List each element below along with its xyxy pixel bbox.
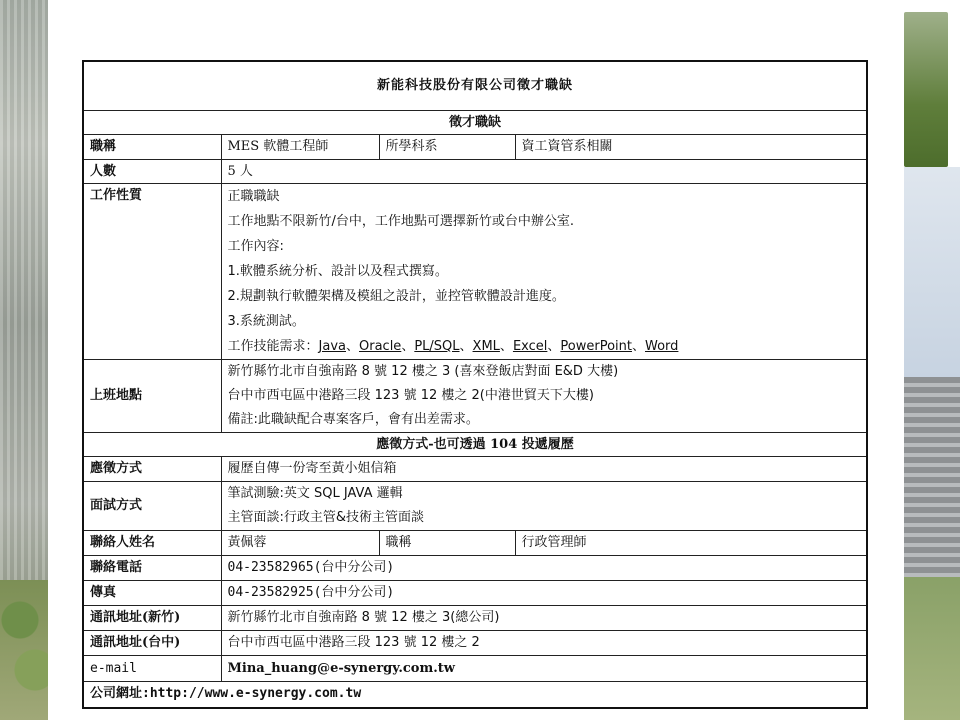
- interview-line: 主管面談:行政主管&技術主管面談: [227, 510, 425, 525]
- row-address-taichung: [83, 631, 867, 656]
- row-website: [83, 682, 867, 708]
- contact-name-value: 黃佩蓉: [221, 531, 379, 556]
- address-hsinchu-value: 新竹縣竹北市自強南路 8 號 12 樓之 3(總公司): [221, 606, 867, 631]
- job-nature-line: 工作地點不限新竹/台中，工作地點可選擇新竹或台中辦公室.: [227, 214, 575, 229]
- row-headcount: [83, 160, 867, 184]
- address-taichung-value: 台中市西屯區中港路三段 123 號 12 樓之 2: [221, 631, 867, 656]
- address-taichung-label: 通訊地址(台中): [83, 631, 221, 656]
- row-contact: [83, 531, 867, 556]
- row-job-nature: [83, 184, 867, 360]
- location-label: 上班地點: [83, 360, 221, 433]
- contact-title-value: 行政管理師: [515, 531, 867, 556]
- job-title-value: MES 軟體工程師: [221, 135, 379, 160]
- section-row-recruit: [83, 111, 867, 135]
- contact-name-label: 聯絡人姓名: [83, 531, 221, 556]
- document-page: [48, 0, 904, 720]
- job-nature-label: 工作性質: [83, 184, 221, 360]
- background-foliage: [0, 580, 48, 720]
- background-tree: [904, 12, 948, 167]
- skill-oracle: Oracle: [359, 339, 402, 354]
- section-header-apply: 應徵方式-也可透過 104 投遞履歷: [83, 433, 867, 457]
- title-row: [83, 61, 867, 111]
- row-fax: [83, 581, 867, 606]
- email-label: e-mail: [83, 656, 221, 682]
- section-header-recruit: 徵才職缺: [83, 111, 867, 135]
- email-value: Mina_huang@e-synergy.com.tw: [221, 656, 867, 682]
- section-row-apply: [83, 433, 867, 457]
- apply-method-label: 應徵方式: [83, 457, 221, 482]
- job-nature-line: 2.規劃執行軟體架構及模組之設計，並控管軟體設計進度。: [227, 289, 565, 304]
- background-building: [904, 377, 960, 577]
- job-posting-table: [82, 60, 868, 709]
- job-nature-line: 工作內容:: [227, 239, 284, 254]
- background-photo-right: [904, 0, 960, 720]
- job-nature-content: [221, 184, 867, 360]
- interview-content: [221, 482, 867, 531]
- document-title: 新能科技股份有限公司徵才職缺: [83, 61, 867, 111]
- major-label: 所學科系: [379, 135, 515, 160]
- row-apply-method: [83, 457, 867, 482]
- fax-label: 傳真: [83, 581, 221, 606]
- skill-separator: 、: [459, 339, 473, 354]
- skills-prefix: 工作技能需求：: [227, 339, 319, 354]
- major-value: 資工資管系相關: [515, 135, 867, 160]
- skill-plsql: PL/SQL: [414, 339, 460, 354]
- skills-line: [228, 334, 861, 359]
- skill-separator: 、: [345, 339, 359, 354]
- job-title-label: 職稱: [83, 135, 221, 160]
- interview-line: 筆試測驗:英文 SQL JAVA 邏輯: [227, 486, 403, 501]
- location-content: [221, 360, 867, 433]
- location-line: 台中市西屯區中港路三段 123 號 12 樓之 2(中港世貿天下大樓): [227, 388, 594, 403]
- skill-java: Java: [318, 339, 346, 354]
- apply-method-value: 履歷自傳一份寄至黃小姐信箱: [221, 457, 867, 482]
- skill-powerpoint: PowerPoint: [560, 339, 632, 354]
- fax-value: 04-23582925(台中分公司): [221, 581, 867, 606]
- row-address-hsinchu: [83, 606, 867, 631]
- website-line: 公司網址:http://www.e-synergy.com.tw: [83, 682, 867, 708]
- row-email: [83, 656, 867, 682]
- phone-label: 聯絡電話: [83, 556, 221, 581]
- headcount-label: 人數: [83, 160, 221, 184]
- skill-xml: XML: [472, 339, 500, 354]
- location-note: 備註:此職缺配合專案客戶，會有出差需求。: [227, 412, 479, 427]
- location-line: 新竹縣竹北市自強南路 8 號 12 樓之 3 (喜來登飯店對面 E&D 大樓): [227, 364, 619, 379]
- skill-separator: 、: [401, 339, 415, 354]
- skill-separator: 、: [547, 339, 561, 354]
- row-interview: [83, 482, 867, 531]
- job-nature-line: 正職職缺: [227, 189, 280, 204]
- contact-title-label: 職稱: [379, 531, 515, 556]
- skill-separator: 、: [631, 339, 645, 354]
- job-nature-line: 3.系統測試。: [227, 314, 305, 329]
- background-photo-left: [0, 0, 48, 720]
- skill-excel: Excel: [512, 339, 548, 354]
- address-hsinchu-label: 通訊地址(新竹): [83, 606, 221, 631]
- interview-label: 面試方式: [83, 482, 221, 531]
- row-location: [83, 360, 867, 433]
- job-nature-line: 1.軟體系統分析、設計以及程式撰寫。: [227, 264, 448, 279]
- row-phone: [83, 556, 867, 581]
- headcount-value: 5 人: [221, 160, 867, 184]
- skill-word: Word: [645, 339, 679, 354]
- phone-value: 04-23582965(台中分公司): [221, 556, 867, 581]
- row-job-title: [83, 135, 867, 160]
- background-grass: [904, 577, 960, 720]
- skill-separator: 、: [499, 339, 513, 354]
- background-sky: [904, 167, 960, 377]
